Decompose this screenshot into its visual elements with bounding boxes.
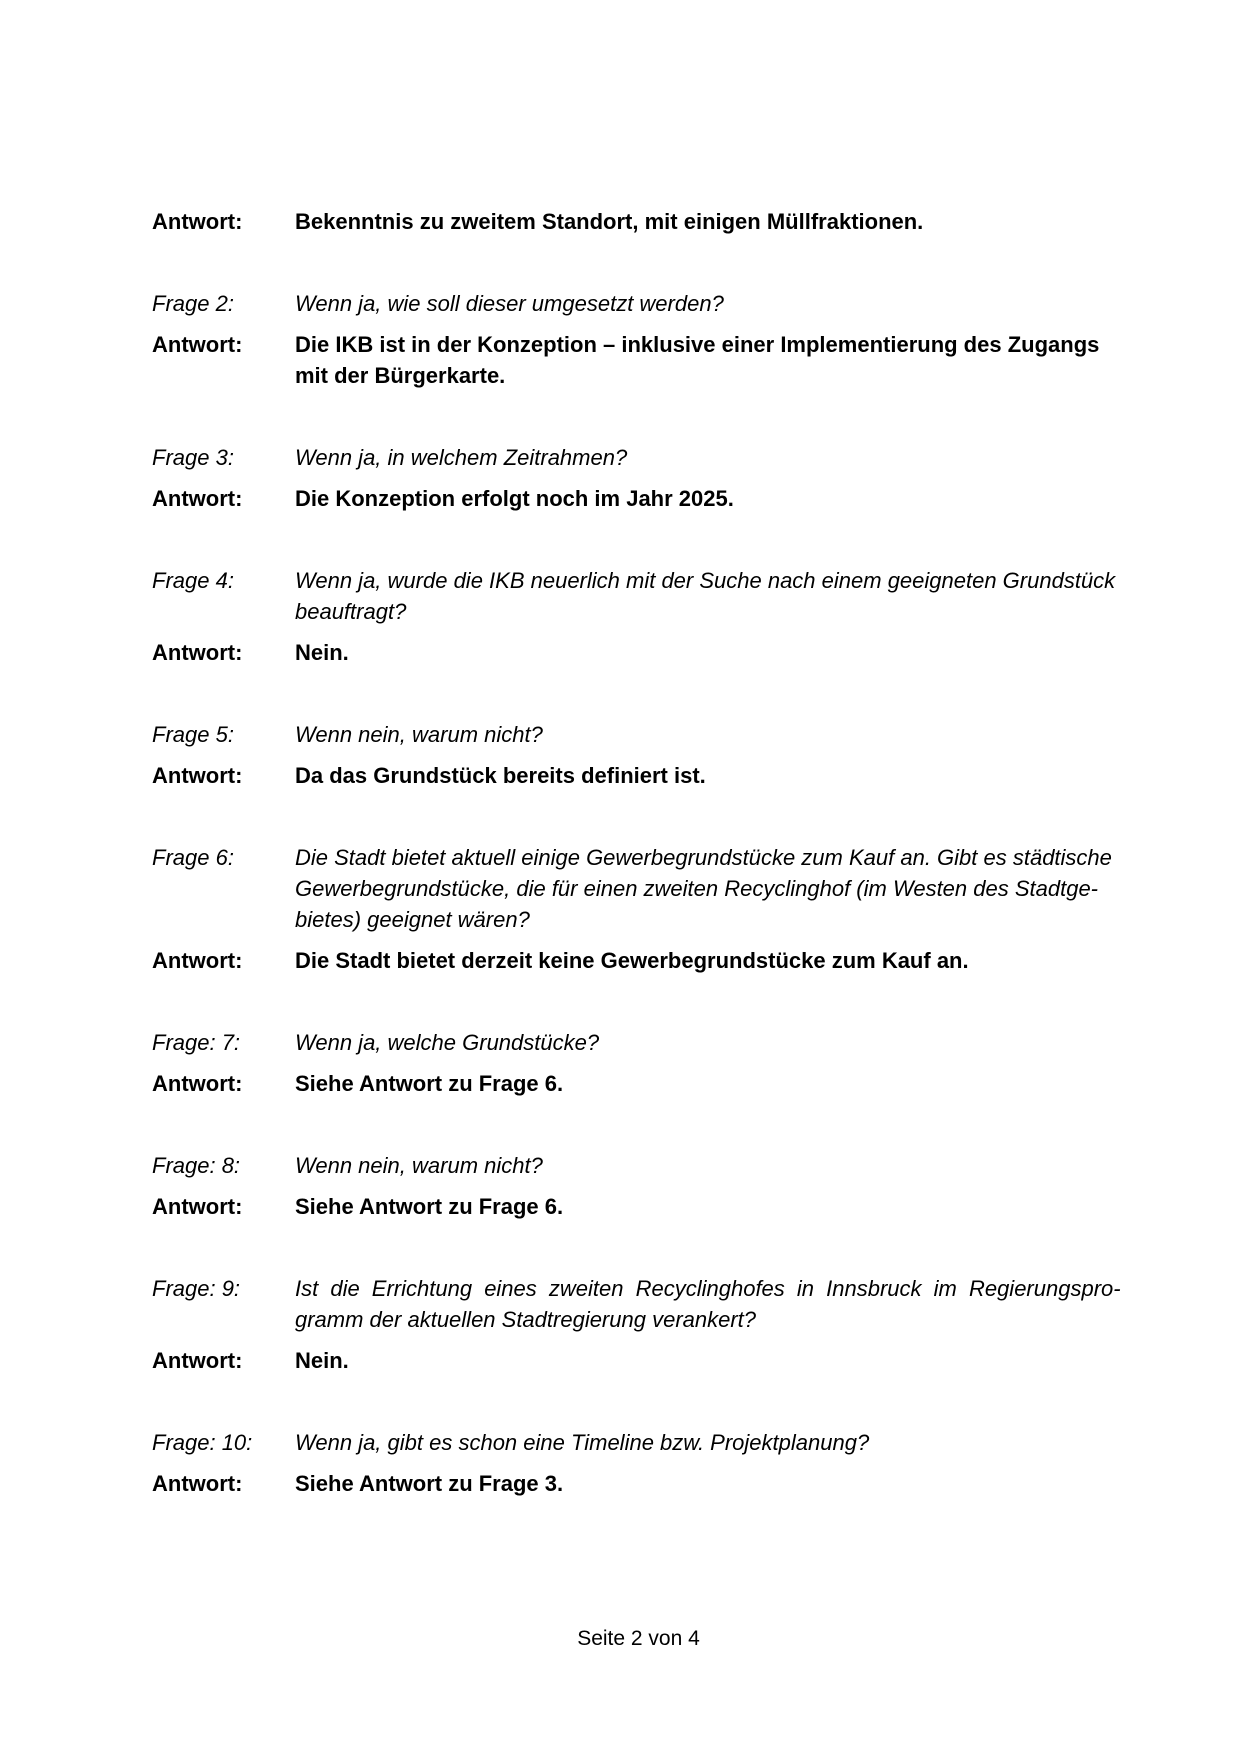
question-text xyxy=(295,1427,1125,1458)
qa-row xyxy=(152,1345,1125,1376)
answer-label: Antwort: xyxy=(152,1348,243,1373)
text-line: Da das Grundstück bereits definiert ist. xyxy=(295,763,706,788)
qa-row xyxy=(152,1273,1125,1335)
qa-row xyxy=(152,760,1125,791)
text-line: beauftragt? xyxy=(295,599,407,624)
text-line: Wenn ja, gibt es schon eine Timeline bzw. Projektplanung? xyxy=(295,1430,870,1455)
qa-row xyxy=(152,719,1125,750)
text-line: mit der Bürgerkarte. xyxy=(295,363,506,388)
answer-label: Antwort: xyxy=(152,486,243,511)
qa-row xyxy=(152,288,1125,319)
answer-text xyxy=(295,329,1125,391)
question-text xyxy=(295,442,1125,473)
text-line: Wenn nein, warum nicht? xyxy=(295,1153,543,1178)
text-line: Ist die Errichtung eines zweiten Recyclinghofes in Innsbruck im Regierungspro- xyxy=(295,1276,1121,1301)
text-line: Wenn ja, in welchem Zeitrahmen? xyxy=(295,445,628,470)
answer-label: Antwort: xyxy=(152,763,243,788)
question-text xyxy=(295,1273,1125,1335)
question-label: Frage 4: xyxy=(152,568,234,593)
text-line: Die Konzeption erfolgt noch im Jahr 2025. xyxy=(295,486,734,511)
question-label: Frage 5: xyxy=(152,722,234,747)
text-line: Wenn nein, warum nicht? xyxy=(295,722,543,747)
text-line: Wenn ja, wurde die IKB neuerlich mit der Suche nach einem geeigneten Grundstück xyxy=(295,568,1116,593)
page-number: Seite 2 von 4 xyxy=(577,1627,700,1650)
text-line: Wenn ja, welche Grundstücke? xyxy=(295,1030,600,1055)
question-label: Frage: 7: xyxy=(152,1030,241,1055)
question-text xyxy=(295,1027,1125,1058)
question-label: Frage: 8: xyxy=(152,1153,241,1178)
text-line: Siehe Antwort zu Frage 6. xyxy=(295,1194,564,1219)
qa-row xyxy=(152,1027,1125,1058)
text-line: Nein. xyxy=(295,1348,349,1373)
text-line: Siehe Antwort zu Frage 6. xyxy=(295,1071,564,1096)
qa-row xyxy=(152,565,1125,627)
text-line: Gewerbegrundstücke, die für einen zweiten Recyclinghof (im Westen des Stadtge- xyxy=(295,876,1099,901)
text-line: Die IKB ist in der Konzeption – inklusive einer Implementierung des Zugangs xyxy=(295,332,1100,357)
answer-label: Antwort: xyxy=(152,209,243,234)
question-text xyxy=(295,565,1125,627)
answer-label: Antwort: xyxy=(152,1194,243,1219)
text-line: gramm der aktuellen Stadtregierung verankert? xyxy=(295,1307,757,1332)
qa-list xyxy=(152,206,1125,1550)
qa-row xyxy=(152,329,1125,391)
qa-row xyxy=(152,1427,1125,1458)
question-text xyxy=(295,288,1125,319)
qa-row xyxy=(152,842,1125,935)
qa-row xyxy=(152,637,1125,668)
answer-label: Antwort: xyxy=(152,1471,243,1496)
question-label: Frage 6: xyxy=(152,845,234,870)
answer-text xyxy=(295,1468,1125,1499)
qa-row xyxy=(152,1191,1125,1222)
question-label: Frage 3: xyxy=(152,445,234,470)
answer-text xyxy=(295,1345,1125,1376)
qa-row xyxy=(152,483,1125,514)
qa-row xyxy=(152,1468,1125,1499)
qa-row xyxy=(152,945,1125,976)
answer-label: Antwort: xyxy=(152,640,243,665)
question-label: Frage: 9: xyxy=(152,1276,241,1301)
text-line: Die Stadt bietet aktuell einige Gewerbegrundstücke zum Kauf an. Gibt es städtische xyxy=(295,845,1112,870)
question-label: Frage: 10: xyxy=(152,1430,253,1455)
answer-text xyxy=(295,637,1125,668)
answer-text xyxy=(295,760,1125,791)
text-line: Wenn ja, wie soll dieser umgesetzt werden? xyxy=(295,291,724,316)
answer-label: Antwort: xyxy=(152,332,243,357)
qa-row xyxy=(152,442,1125,473)
text-line: bietes) geeignet wären? xyxy=(295,907,530,932)
answer-text xyxy=(295,206,1125,237)
question-label: Frage 2: xyxy=(152,291,234,316)
answer-text xyxy=(295,1191,1125,1222)
qa-row xyxy=(152,1150,1125,1181)
qa-row xyxy=(152,206,1125,237)
text-line: Siehe Antwort zu Frage 3. xyxy=(295,1471,564,1496)
text-line: Nein. xyxy=(295,640,349,665)
answer-text xyxy=(295,1068,1125,1099)
answer-text xyxy=(295,945,1125,976)
answer-text xyxy=(295,483,1125,514)
text-line: Bekenntnis zu zweitem Standort, mit einigen Müllfraktionen. xyxy=(295,209,924,234)
answer-label: Antwort: xyxy=(152,948,243,973)
text-line: Die Stadt bietet derzeit keine Gewerbegrundstücke zum Kauf an. xyxy=(295,948,969,973)
question-text xyxy=(295,842,1125,935)
qa-row xyxy=(152,1068,1125,1099)
answer-label: Antwort: xyxy=(152,1071,243,1096)
question-text xyxy=(295,719,1125,750)
question-text xyxy=(295,1150,1125,1181)
